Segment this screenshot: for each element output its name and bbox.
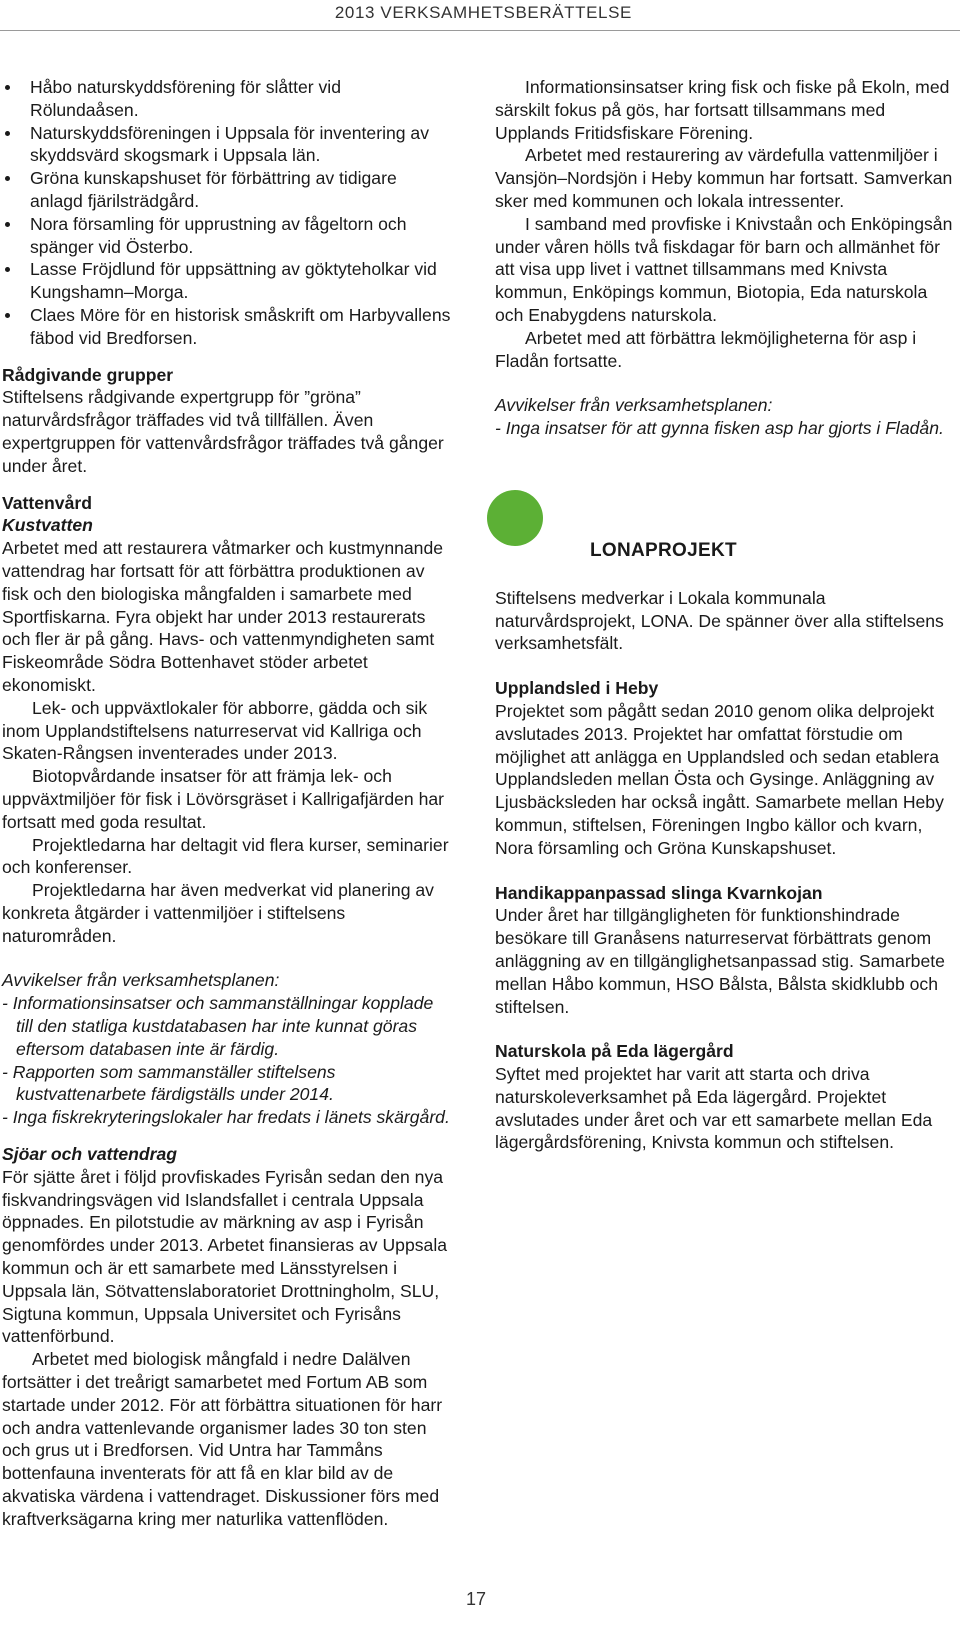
- radgivande-heading: Rådgivande grupper: [2, 364, 174, 385]
- lona-section-text: Syftet med projektet har varit att starta och driva naturskoleverksamhet på Eda lägergård. Projektet avslutades under året och var ett samarbete mellan Eda lägergårdsförening, Knivsta kommun och stiftelsen.: [495, 1064, 933, 1153]
- bullet-icon: [5, 176, 10, 181]
- kustvatten-paragraph: Arbetet med att restaurera våtmarker och kustmynnande vattendrag har fortsatt för att förbättra produktionen av fisk och den biologiska mångfalden i samarbete med Sportfiskarna. Fyra objekt har under 2013 restaurerats och fler är på gång. Havs- och vattenmyndigheten samt Fiskeområde Södra Bottenhavet stöder arbetet ekonomiskt.: [2, 538, 444, 695]
- list-item: - Inga insatser för att gynna fisken asp har gjorts i Fladån.: [495, 418, 944, 439]
- list-item: - Rapporten som sammanställer stiftelsens kustvattenarbete färdigställs under 2014.: [2, 1061, 336, 1105]
- list-item: Naturskyddsföreningen i Uppsala för inventering av skyddsvärd skogsmark i Uppsala län.: [2, 122, 454, 168]
- sjoar-subheading: Sjöar och vattendrag: [2, 1144, 178, 1165]
- list-item: Nora församling för upprustning av fågeltorn och spänger vid Österbo.: [2, 213, 454, 259]
- grant-bullet-list: [2, 76, 454, 350]
- sjoar-paragraph: För sjätte året i följd provfiskades Fyrisån sedan den nya fiskvandringsvägen vid Islandsfallet i centrala Uppsala öppnades. En pilotstudie av märkning av asp i Fyrisån genomfördes under 2013. Arbetet finansieras av Uppsala kommun och är ett samarbete med Länsstyrelsen i Uppsala län, Sötvattenslaboratoriet Drottningholm, SLU, Sigtuna kommun, Uppsala Universitet och Fyrisåns vattenförbund.: [2, 1166, 448, 1347]
- sjoar-paragraph: Arbetet med restaurering av värdefulla vattenmiljöer i Vansjön–Nordsjön i Heby kommun har fortsatt. Samverkan sker med kommunen och lokala intressenter.: [495, 145, 953, 211]
- bullet-icon: [5, 222, 10, 227]
- lona-section-text: Under året har tillgängligheten för funktionshindrade besökare till Granåsens naturreservat förbättrats genom anläggning av en tillgänglighetsanpassad stig. Samarbete mellan Håbo kommun, HSO Bålsta, Bålsta skidklubb och stiftelsen.: [495, 905, 945, 1017]
- bullet-icon: [5, 313, 10, 318]
- right-column: [495, 76, 955, 1154]
- list-item: - Inga fiskrekryteringslokaler har fredats i länets skärgård.: [2, 1107, 450, 1128]
- sjoar-deviations-list: [495, 417, 955, 440]
- bullet-icon: [5, 85, 10, 90]
- list-item: - Informationsinsatser och sammanställningar kopplade till den statliga kustdatabasen har inte kunnat göras eftersom databasen inte är färdig.: [2, 993, 434, 1059]
- lona-section-heading: Upplandsled i Heby: [495, 678, 659, 699]
- kustvatten-subheading: Kustvatten: [2, 515, 93, 536]
- lona-title: LONAPROJEKT: [590, 539, 737, 561]
- sjoar-paragraph: Arbetet med att förbättra lekmöjligheterna för asp i Fladån fortsatte.: [495, 327, 917, 371]
- kustvatten-paragraph: Projektledarna har deltagit vid flera kurser, seminarier och konferenser.: [2, 834, 449, 878]
- lona-section-text: Projektet som pågått sedan 2010 genom olika delprojekt avslutades 2013. Projektet har omfattat förstudie om möjlighet att anlägga en Upplandsled och sedan etablera Upplandsleden mellan Östa och Gysinge. Anläggning av Ljusbäckslеden har också ingått. Samarbete mellan Heby kommun, stiftelsen, Föreningen Ingbo källor och kvarn, Nora församling och Gröna Kunskapshuset.: [495, 700, 944, 858]
- page-number: 17: [466, 1589, 487, 1609]
- lona-logo-icon: [487, 490, 543, 546]
- lona-section-heading: Handikappanpassad slinga Kvarnkojan: [495, 882, 823, 903]
- list-item: Lasse Fröjdlund för uppsättning av göktyteholkar vid Kungshamn–Morga.: [2, 258, 454, 304]
- sjoar-paragraph-continued: Arbetet med biologisk mångfald i nedre Dalälven fortsätter i det treårigt samarbetet med Fortum AB som startade under 2012. För att förbättra situationen för harr och andra vattenlevande organismer lades 30 ton sten och grus ut i Bredforsen. Vid Untra har Tammåns bottenfauna inventerats för att få en klar bild av de akvatiska värdena i vattendraget. Diskussioner förs med kraftverksägarna kring mer naturlika vattenflöden.: [2, 1349, 443, 1529]
- list-item: Håbo naturskyddsförening för slåtter vid Rölundaåsen.: [2, 76, 454, 122]
- bullet-icon: [5, 131, 10, 136]
- kustvatten-deviations-list: [2, 992, 454, 1129]
- left-column: [2, 76, 454, 1531]
- page-header: [0, 0, 960, 31]
- bullet-icon: [5, 267, 10, 272]
- kustvatten-deviations-title: Avvikelser från verksamhetsplanen:: [2, 970, 280, 991]
- kustvatten-paragraph: Projektledarna har även medverkat vid planering av konkreta åtgärder i vattenmiljöer i stiftelsens naturområden.: [2, 880, 434, 946]
- sjoar-paragraph: I samband med provfiske i Knivstaån och Enköpingsån under våren hölls två fiskdagar för barn och allmänhet för att visa upp livet i vattnet tillsammans med Knivsta kommun, Enköpings kommun, Biotopia, Eda naturskola och Enabygdens naturskola.: [495, 213, 953, 325]
- sjoar-deviations-title: Avvikelser från verksamhetsplanen:: [495, 395, 773, 416]
- kustvatten-paragraph: Biotopvårdande insatser för att främja lek- och uppväxtmiljöer för fisk i Lövörsgräset i Kallrigafjärden har fortsatt med goda resultat.: [2, 766, 444, 832]
- radgivande-text: Stiftelsens rådgivande expertgrupp för ”gröna” naturvårdsfrågor träffades vid två tillfällen. Även expertgruppen för vattenvårdsfrågor träffades två gånger under året.: [2, 387, 444, 476]
- list-item: Claes Möre för en historisk småskrift om Harbyvallens fäbod vid Bredforsen.: [2, 304, 454, 350]
- kustvatten-paragraph: Lek- och uppväxtlokaler för abborre, gädda och sik inom Upplandstiftelsens naturreservat vid Kallriga och Skaten-Rångsen inventerades under 2013.: [2, 697, 428, 764]
- header-title: 2013 VERKSAMHETSBERÄTTELSE: [334, 3, 632, 22]
- list-item: Gröna kunskapshuset för förbättring av tidigare anlagd fjärilsträdgård.: [2, 167, 454, 213]
- lona-intro: Stiftelsens medverkar i Lokala kommunala naturvårdsprojekt, LONA. De spänner över alla stiftelsens verksamhetsfält.: [495, 587, 944, 654]
- lona-section-heading: Naturskola på Eda lägergård: [495, 1041, 734, 1062]
- sjoar-paragraph: Informationsinsatser kring fisk och fiske på Ekoln, med särskilt fokus på gös, har fortsatt tillsammans med Upplands Fritidsfiskare Förening.: [495, 77, 950, 143]
- vattenvard-heading: Vattenvård: [2, 492, 92, 513]
